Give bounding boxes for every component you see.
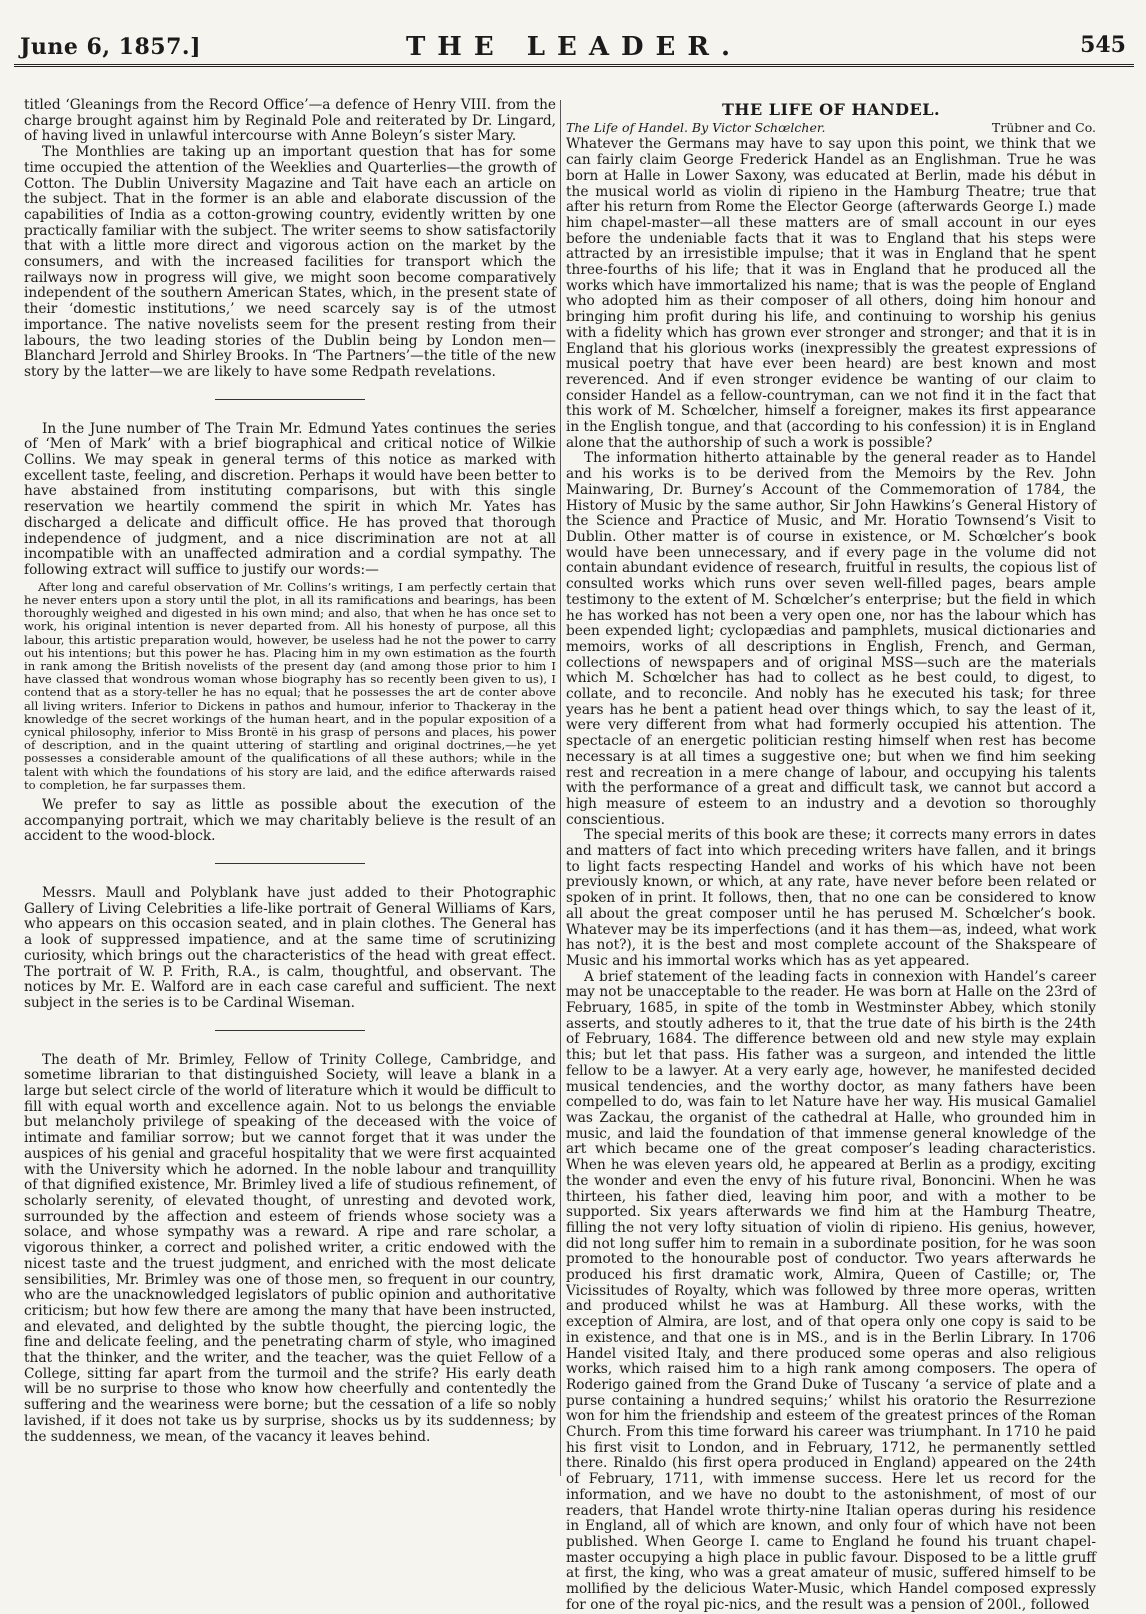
portrait-paragraph: We prefer to say as little as possible about the execution of the accompanying portrait, which we may charitably believe is the result of an accident to the wood-block. bbox=[24, 796, 556, 845]
book-title: The Life of Handel. By Victor Schœlcher. bbox=[566, 119, 826, 135]
cotton-paragraph: The Monthlies are taking up an important question that has for some time occupied the attention of the Weeklies and Quarterlies—the growth of Cotton. The Dublin University Magazine and Tait have each an article on the subject. That in the former is an able and elaborate discussion of the capabilities of India as a cotton-growing country, evidently written by one practically familiar with the subject. The writer seems to show satisfactorily that with a little more direct and vigorous action on the market by the consumers, and with the increased facilities for transport which the railways now in progress will give, we might soon become comparatively independent of the southern American States, which, in the present state of their ‘domestic institutions,’ we need scarcely say is of the utmost importance. The native novelists seem for the present resting from their labours, the two leading stories of the Dublin being by London men—Blanchard Jerrold and Shirley Brooks. In ‘The Partners’—the title of the new story by the latter—we are likely to have some Redpath revelations. bbox=[24, 144, 556, 380]
photographic-gallery-paragraph: Messrs. Maull and Polyblank have just added to their Photographic Gallery of Living Celebrities a life-like portrait of General Williams of Kars, who appears on this occasion seated, and in plain clothes. The General has a look of suppressed impatience, and at the same time of scrutinizing curiosity, which brings out the characteristics of the head with great effect. The portrait of W. P. Frith, R.A., is calm, thoughtful, and observant. The notices by Mr. E. Walford are in each case careful and sufficient. The next subject in the series is to be Cardinal Wiseman. bbox=[24, 885, 556, 1011]
section-rule bbox=[215, 863, 365, 864]
publisher: Trübner and Co. bbox=[991, 119, 1096, 135]
henry-viii-paragraph: titled ‘Gleanings from the Record Office’—a defence of Henry VIII. from the charge brought against him by Reginald Pole and reiterated by Dr. Lingard, of having lived in unlawful intercourse with Anne Boleyn’s sister Mary. bbox=[24, 97, 556, 145]
column-divider bbox=[560, 100, 561, 1476]
masthead bbox=[14, 8, 1134, 67]
section-rule bbox=[215, 1030, 365, 1031]
brimley-obituary-paragraph: The death of Mr. Brimley, Fellow of Trinity College, Cambridge, and sometime librarian to that distinguished Society, will leave a blank in a large but select circle of the world of literature which it would be difficult to fill with equal worth and excellence again. Not to us belongs the enviable but melancholy privilege of speaking of the deceased with the voice of intimate and familiar sorrow; but we cannot forget that it was under the auspices of his genial and graceful hospitality that we were first acquainted with the University which he adorned. In the noble labour and tranquillity of that dignified existence, Mr. Brimley lived a life of studious refinement, of scholarly serenity, of elevated thought, of unresting and devoted work, surrounded by the affection and esteem of friends whose society was a solace, and whose sympathy was a reward. A ripe and rare scholar, a vigorous thinker, a correct and polished writer, a critic endowed with the nicest taste and the truest judgment, and enriched with the most delicate sensibilities, Mr. Brimley was one of those men, so frequent in our country, who are the unacknowledged legislators of public opinion and authoritative criticism; but how few there are among the many that have been instructed, and elevated, and delighted by the subtle thought, the piercing logic, the fine and delicate feeling, and the penetrating charm of style, who imagined that the thinker, and the writer, and the teacher, was the quiet Fellow of a College, sitting far apart from the turmoil and the strife? His early death will be no surprise to those who know how cheerfully and contentedly the suffering and the weariness were borne; but the cessation of a life so nobly lavished, if it does not take us by surprise, shocks us by its suddenness; by the suddenness, we mean, of the vacancy it leaves behind. bbox=[24, 1051, 556, 1445]
right-column bbox=[566, 98, 1096, 1613]
handel-paragraph: A brief statement of the leading facts in connexion with Handel’s career may not be unacceptable to the reader. He was born at Halle on the 23rd of February, 1685, in spite of the tomb in Westminster Abbey, which stonily asserts, and stoutly adheres to it, that the true date of his birth is the 24th of February, 1684. The difference between old and new style may explain this; but let that pass. His father was a surgeon, and intended the little fellow to be a lawyer. At a very early age, however, he manifested decided musical tendencies, and the worthy doctor, as many fathers have been compelled to do, was fain to let Nature have her way. His musical Gamaliel was Zackau, the organist of the cathedral at Halle, who grounded him in music, and laid the foundation of that immense general knowledge of the art which became one of the great composer’s leading characteristics. When he was eleven years old, he appeared at Berlin as a prodigy, exciting the wonder and even the envy of his future rival, Bononcini. When he was thirteen, his father died, leaving him poor, and with a mother to be supported. Six years afterwards we find him at the Hamburg Theatre, filling the not very lofty situation of violin di ripieno. His genius, however, did not long suffer him to remain in a subordinate position, for he was soon promoted to the honourable post of conductor. Two years afterwards he produced his first dramatic work, Almira, Queen of Castille; or, The Vicissitudes of Royalty, which was followed by three more operas, written and produced whilst he was at Hamburg. All these works, with the exception of Almira, are lost, and of that opera only one copy is said to be in existence, and that one is in MS., and is in the Berlin Library. In 1706 Handel visited Italy, and there produced some operas and also religious works, which raised him to a high rank among composers. The opera of Roderigo gained from the Grand Duke of Tuscany ‘a service of plate and a purse containing a hundred sequins;’ whilst his oratorio the Resurrezione won for him the friendship and esteem of the greatest princes of the Roman Church. From this time forward his career was triumphant. In 1710 he paid his first visit to London, and in February, 1712, he permanently settled there. Rinaldo (his first opera produced in England) appeared on the 24th of February, 1711, with immense success. Here let us record for the information, and we have no doubt to the astonishment, of most of our readers, that Handel wrote thirty-nine Italian operas during his residence in England, all of which are known, and only four of which have not been published. When George I. came to England he found his truant chapel-master occupying a high place in public favour. Disposed to be a little gruff at first, the king, who was a great amateur of music, suffered himself to be mollified by the delicious Water-Music, which Handel composed expressly for one of the royal pic-nics, and the result was a pension of 200l., followed bbox=[566, 968, 1096, 1613]
section-rule bbox=[215, 399, 365, 400]
collins-quotation: After long and careful observation of Mr. Collins’s writings, I am perfectly certain that he never enters upon a story until the plot, in all its ramifications and bearings, has been thoroughly weighed and digested in his own mind; and also, that when he has once set to work, his original intention is never departed from. All his honesty of purpose, all this labour, this artistic preparation would, however, be useless had he not the power to carry out his intentions; but this power he has. Placing him in my own estimation as the fourth in rank among the British novelists of the present day (and among those prior to him I have classed that wondrous woman whose biography has so recently been given to us), I contend that as a story-teller he has no equal; that he possesses the art de conter above all living writers. Inferior to Dickens in pathos and humour, inferior to Thackeray in the knowledge of the secret workings of the human heart, and in the popular exposition of a cynical philosophy, inferior to Miss Brontë in his grasp of persons and places, his power of description, and in the quaint uttering of startling and original doctrines,—he yet possesses a considerable amount of the qualifications of all these authors; while in the talent with which the foundations of his story are laid, and the edifice afterwards raised to completion, he far surpasses them. bbox=[24, 579, 556, 792]
yates-paragraph: In the June number of The Train Mr. Edmund Yates continues the series of ‘Men of Mark’ with a brief biographical and critical notice of Wilkie Collins. We may speak in general terms of this notice as marked with excellent taste, feeling, and discretion. Perhaps it would have been better to have abstained from instituting comparisons, but with this single reservation we heartily commend the spirit in which Mr. Yates has discharged a delicate and difficult office. He has proved that thorough independence of judgment, and a nice discrimination are not at all incompatible with an unaffected admiration and a cordial sympathy. The following extract will suffice to justify our words:— bbox=[24, 420, 556, 578]
issue-date: June 6, 1857.] bbox=[20, 34, 201, 60]
handel-paragraph: The special merits of this book are these; it corrects many errors in dates and matters of fact into which preceding writers have fallen, and it brings to light facts respecting Handel and works of his which have not been previously known, or which, at any rate, have never before been related or spoken of in print. It follows, then, that no one can be considered to know all about the great composer until he has perused M. Schœlcher’s book. Whatever may be its imperfections (and it has them—as, indeed, what work has not?), it is the best and most complete account of the Shakspeare of Music and his immortal works which has as yet appeared. bbox=[566, 827, 1096, 969]
left-column bbox=[24, 98, 556, 1476]
handel-paragraph: Whatever the Germans may have to say upon this point, we think that we can fairly claim George Frederick Handel as an Englishman. True he was born at Halle in Lower Saxony, was educated at Berlin, made his début in the musical world as violin di ripieno in the Hamburg Theatre; true that after his return from Rome the Elector George (afterwards George I.) made him chapel-master—all these matters are of small account in our eyes before the undeniable facts that it was to England that his steps were attracted by an irresistible impulse; that it was in England that he spent three-fourths of his life; that it was in England that he produced all the works which have immortalized his name; that is was the people of England who adopted him as their composer of all others, doing him honour and bringing him profit during his life, and continuing to worship his genius with a fidelity which has grown ever stronger and stronger; and that it is in England that his glorious works (inexpressibly the greatest expressions of musical poetry that have ever been heard) are best known and most reverenced. And if even stronger evidence be wanting of our claim to consider Handel as a fellow-countryman, can we not find it in the fact that this work of M. Schœlcher, himself a foreigner, makes its first appearance in the English tongue, and that (according to his confession) it is in England alone that the authorship of such a work is possible? bbox=[566, 136, 1096, 451]
newspaper-page bbox=[14, 8, 1134, 1613]
handel-paragraph: The information hitherto attainable by the general reader as to Handel and his works is to be derived from the Memoirs by the Rev. John Mainwaring, Dr. Burney’s Account of the Commemoration of 1784, the History of Music by the same author, Sir John Hawkins’s General History of the Science and Practice of Music, and Mr. Horatio Townsend’s Visit to Dublin. Other matter is of course in existence, or M. Schœlcher’s book would have been unnecessary, and if every page in the volume did not contain abundant evidence of research, fruitful in results, the copious list of consulted works which runs over seven well-filled pages, bears ample testimony to the extent of M. Schœlcher’s enterprise; but the field in which he has worked has not been a very open one, nor has the labour which has been expended light; cyclopædias and pamphlets, musical dictionaries and memoirs, works of all descriptions in English, French, and German, collections of newspapers and of original MSS—such are the materials which M. Schœlcher has had to collect as he best could, to digest, to collate, and to reconcile. And nobly has he executed his task; for three years has he bent a patient head over things which, to say the least of it, were very different from what had formerly occupied his attention. The spectacle of an energetic politician resting himself when rest has become necessary is at all times a suggestive one; but when we find him seeking rest and recreation in a mere change of labour, and occupying his talents with the performance of a great and difficult task, we cannot but accord a high measure of esteem to an industry and a devotion so thoroughly conscientious. bbox=[566, 450, 1096, 828]
article-title: THE LIFE OF HANDEL. bbox=[721, 100, 941, 119]
page-number: 545 bbox=[1080, 32, 1126, 58]
newspaper-title: THE LEADER. bbox=[405, 32, 743, 62]
book-citation bbox=[566, 120, 1096, 136]
